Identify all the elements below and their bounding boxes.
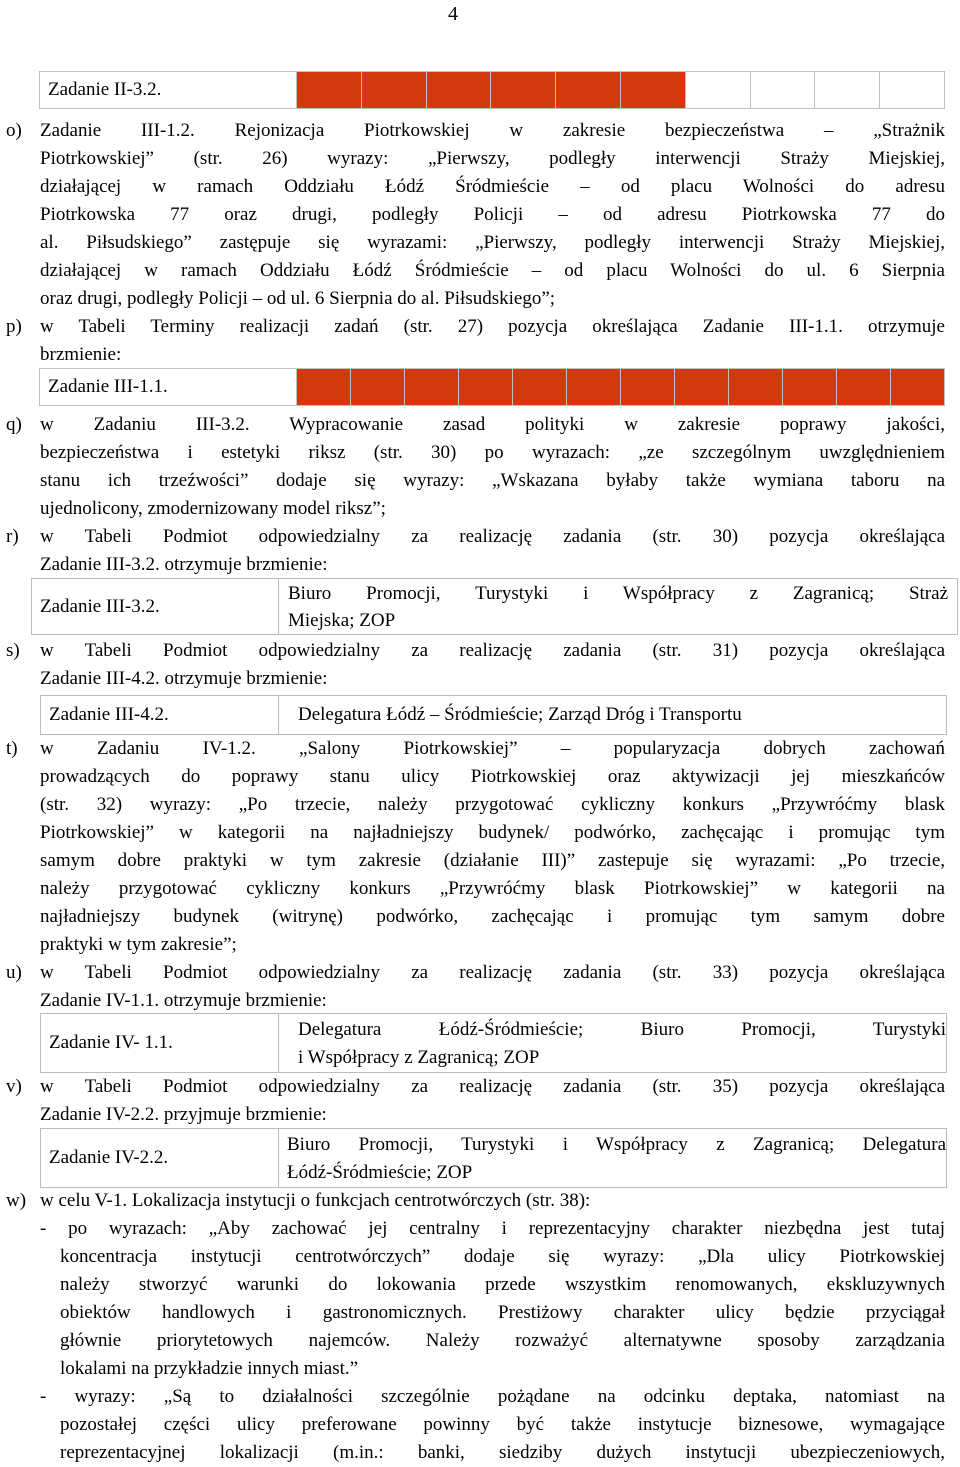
text-line: ujednolicony, zmodernizowany model riksz”;: [40, 498, 386, 519]
gantt-cell-empty: [815, 72, 880, 109]
bullet-line: lokalami na przykładzie innych miast.”: [60, 1358, 359, 1379]
bullet-line: obiektów handlowych i gastronomicznych. Prestiżowy charakter ulicy będzie przyciągał: [60, 1302, 945, 1323]
gantt-cell-empty: [880, 72, 945, 109]
entity-line: Miejska; ZOP: [288, 610, 396, 631]
text-line: w Tabeli Podmiot odpowiedzialny za realizację zadania (str. 30) pozycja określająca: [40, 526, 945, 547]
bullet-line: - wyrazy: „Są to działalności szczególnie pożądane na odcinku deptaka, natomiast na: [40, 1386, 945, 1407]
task-label: Zadanie IV- 1.1.: [49, 1032, 173, 1053]
text-line: w Zadaniu IV-1.2. „Salony Piotrkowskiej” – popularyzacja dobrych zachowań: [40, 738, 945, 759]
text-line: w Tabeli Podmiot odpowiedzialny za realizację zadania (str. 35) pozycja określająca: [40, 1076, 945, 1097]
item-label-r: r): [6, 526, 19, 547]
gantt-cell-filled: [459, 369, 513, 406]
gantt-cell-filled: [297, 72, 362, 109]
gantt-cell-filled: [556, 72, 621, 109]
gantt-cell-filled: [426, 72, 491, 109]
entity-line: Delegatura Łódź – Śródmieście; Zarząd Dróg i Transportu: [298, 704, 742, 725]
text-line: praktyki w tym zakresie”;: [40, 934, 237, 955]
bullet-line: reprezentacyjnej lokalizacji (m.in.: banki, siedziby dużych instytucji ubezpieczeniowych,: [60, 1442, 945, 1463]
gantt-cell-filled: [513, 369, 567, 406]
text-line: (str. 32) wyrazy: „Po trzecie, należy przygotować cykliczny konkurs „Przywróćmy blask: [40, 794, 945, 815]
text-line: al. Piłsudskiego” zastępuje się wyrazami: „Pierwszy, podległy interwencji Straży Miejskiej,: [40, 232, 945, 253]
task-label: Zadanie III-4.2.: [49, 704, 169, 725]
text-line: Piotrkowskiej” w kategorii na najładniejszy budynek/ podwórko, zachęcając i promując tym: [40, 822, 945, 843]
gantt-cell-filled: [837, 369, 891, 406]
text-line: w Tabeli Terminy realizacji zadań (str. 27) pozycja określająca Zadanie III-1.1. otrzymuje: [40, 316, 945, 337]
text-line: należy przygotować cykliczny konkurs „Przywróćmy blask Piotrkowskiej” w kategorii na: [40, 878, 945, 899]
gantt-cell-filled: [567, 369, 621, 406]
text-line: prowadzących do poprawy stanu ulicy Piotrkowskiej oraz aktywizacji jej mieszkańców: [40, 766, 945, 787]
gantt-cell-filled: [361, 72, 426, 109]
gantt-cell-filled: [729, 369, 783, 406]
text-line: oraz drugi, podległy Policji – od ul. 6 Sierpnia do al. Piłsudskiego”;: [40, 288, 556, 309]
responsibility-box-iii-3-2: [31, 578, 958, 635]
bullet-line: koncentracja instytucji centrotwórczych” dodaje się wyrazy: „Dla ulicy Piotrkowskiej: [60, 1246, 945, 1267]
entity-line: Biuro Promocji, Turystyki i Współpracy z Zagranicą; Straż: [288, 583, 948, 604]
gantt-cell-filled: [621, 369, 675, 406]
text-line: w celu V-1. Lokalizacja instytucji o funkcjach centrotwórczych (str. 38):: [40, 1190, 591, 1211]
text-line: Zadanie IV-2.2. przyjmuje brzmienie:: [40, 1104, 327, 1125]
gantt-task-label: Zadanie III-1.1.: [40, 369, 297, 406]
gantt-cell-filled: [405, 369, 459, 406]
text-line: Zadanie IV-1.1. otrzymuje brzmienie:: [40, 990, 327, 1011]
gantt-row-task-iii-1-1: [39, 368, 945, 406]
item-label-v: v): [6, 1076, 22, 1097]
entity-line: Łódź-Śródmieście; ZOP: [287, 1162, 473, 1183]
responsibility-box-iv-1-1: [40, 1013, 947, 1073]
item-label-o: o): [6, 120, 22, 141]
text-line: Zadanie III-3.2. otrzymuje brzmienie:: [40, 554, 328, 575]
responsibility-box-iv-2-2: [40, 1128, 947, 1188]
text-line: bezpieczeństwa i estetyki riksz (str. 30) po wyrazach: „ze szczególnym uwzględnieniem: [40, 442, 945, 463]
bullet-line: pozostałej części ulicy preferowane powinny być także instytucje biznesowe, wymagające: [60, 1414, 945, 1435]
text-line: działającej w ramach Oddziału Łódź Śródmieście – od placu Wolności do adresu: [40, 176, 945, 197]
item-label-p: p): [6, 316, 22, 337]
gantt-task-label: Zadanie II-3.2.: [40, 72, 297, 109]
gantt-cell-empty: [685, 72, 750, 109]
gantt-cell-filled: [783, 369, 837, 406]
gantt-cell-filled: [297, 369, 351, 406]
text-line: w Tabeli Podmiot odpowiedzialny za realizację zadania (str. 33) pozycja określająca: [40, 962, 945, 983]
gantt-cell-filled: [491, 72, 556, 109]
text-line: Piotrkowska 77 oraz drugi, podległy Policji – od adresu Piotrkowska 77 do: [40, 204, 945, 225]
item-label-s: s): [6, 640, 20, 661]
item-label-q: q): [6, 414, 22, 435]
gantt-row-task-ii-3-2: [39, 71, 945, 109]
bullet-line: - po wyrazach: „Aby zachować jej centralny i reprezentacyjny charakter niezbędna jest tutaj: [40, 1218, 945, 1239]
text-line: działającej w ramach Oddziału Łódź Śródmieście – od placu Wolności do ul. 6 Sierpnia: [40, 260, 945, 281]
item-label-w: w): [6, 1190, 27, 1211]
text-line: Zadanie III-1.2. Rejonizacja Piotrkowskiej w zakresie bezpieczeństwa – „Strażnik: [40, 120, 945, 141]
gantt-cell-filled: [675, 369, 729, 406]
text-line: Piotrkowskiej” (str. 26) wyrazy: „Pierwszy, podległy interwencji Straży Miejskiej,: [40, 148, 945, 169]
text-line: stanu ich trzeźwości” dodaje się wyrazy: „Wskazana byłaby także wymiana taboru na: [40, 470, 945, 491]
gantt-cell-empty: [750, 72, 815, 109]
gantt-cell-filled: [620, 72, 685, 109]
entity-line: Biuro Promocji, Turystyki i Współpracy z Zagranicą; Delegatura: [287, 1134, 946, 1155]
item-label-t: t): [6, 738, 18, 759]
task-label: Zadanie III-3.2.: [40, 596, 160, 617]
bullet-line: należy stworzyć warunki do lokowania przede wszystkim renomowanych, ekskluzywnych: [60, 1274, 945, 1295]
text-line: w Tabeli Podmiot odpowiedzialny za realizację zadania (str. 31) pozycja określająca: [40, 640, 945, 661]
text-line: najładniejszy budynek (witrynę) podwórko, zachęcając i promując tym samym dobre: [40, 906, 945, 927]
text-line: brzmienie:: [40, 344, 122, 365]
gantt-cell-filled: [891, 369, 945, 406]
text-line: samym dobre praktyki w tym zakresie (działanie III)” zastepuje się wyrazami: „Po trzecie,: [40, 850, 945, 871]
entity-line: i Współpracy z Zagranicą; ZOP: [298, 1047, 540, 1068]
gantt-cell-filled: [351, 369, 405, 406]
bullet-line: głównie priorytetowych najemców. Należy rozważyć alternatywne sposoby zarządzania: [60, 1330, 945, 1351]
entity-line: Delegatura Łódź-Śródmieście; Biuro Promocji, Turystyki: [298, 1019, 946, 1040]
task-label: Zadanie IV-2.2.: [49, 1147, 169, 1168]
page-number: 4: [448, 3, 458, 25]
responsibility-box-iii-4-2: [40, 695, 947, 735]
text-line: w Zadaniu III-3.2. Wypracowanie zasad polityki w zakresie poprawy jakości,: [40, 414, 945, 435]
text-line: Zadanie III-4.2. otrzymuje brzmienie:: [40, 668, 328, 689]
item-label-u: u): [6, 962, 22, 983]
